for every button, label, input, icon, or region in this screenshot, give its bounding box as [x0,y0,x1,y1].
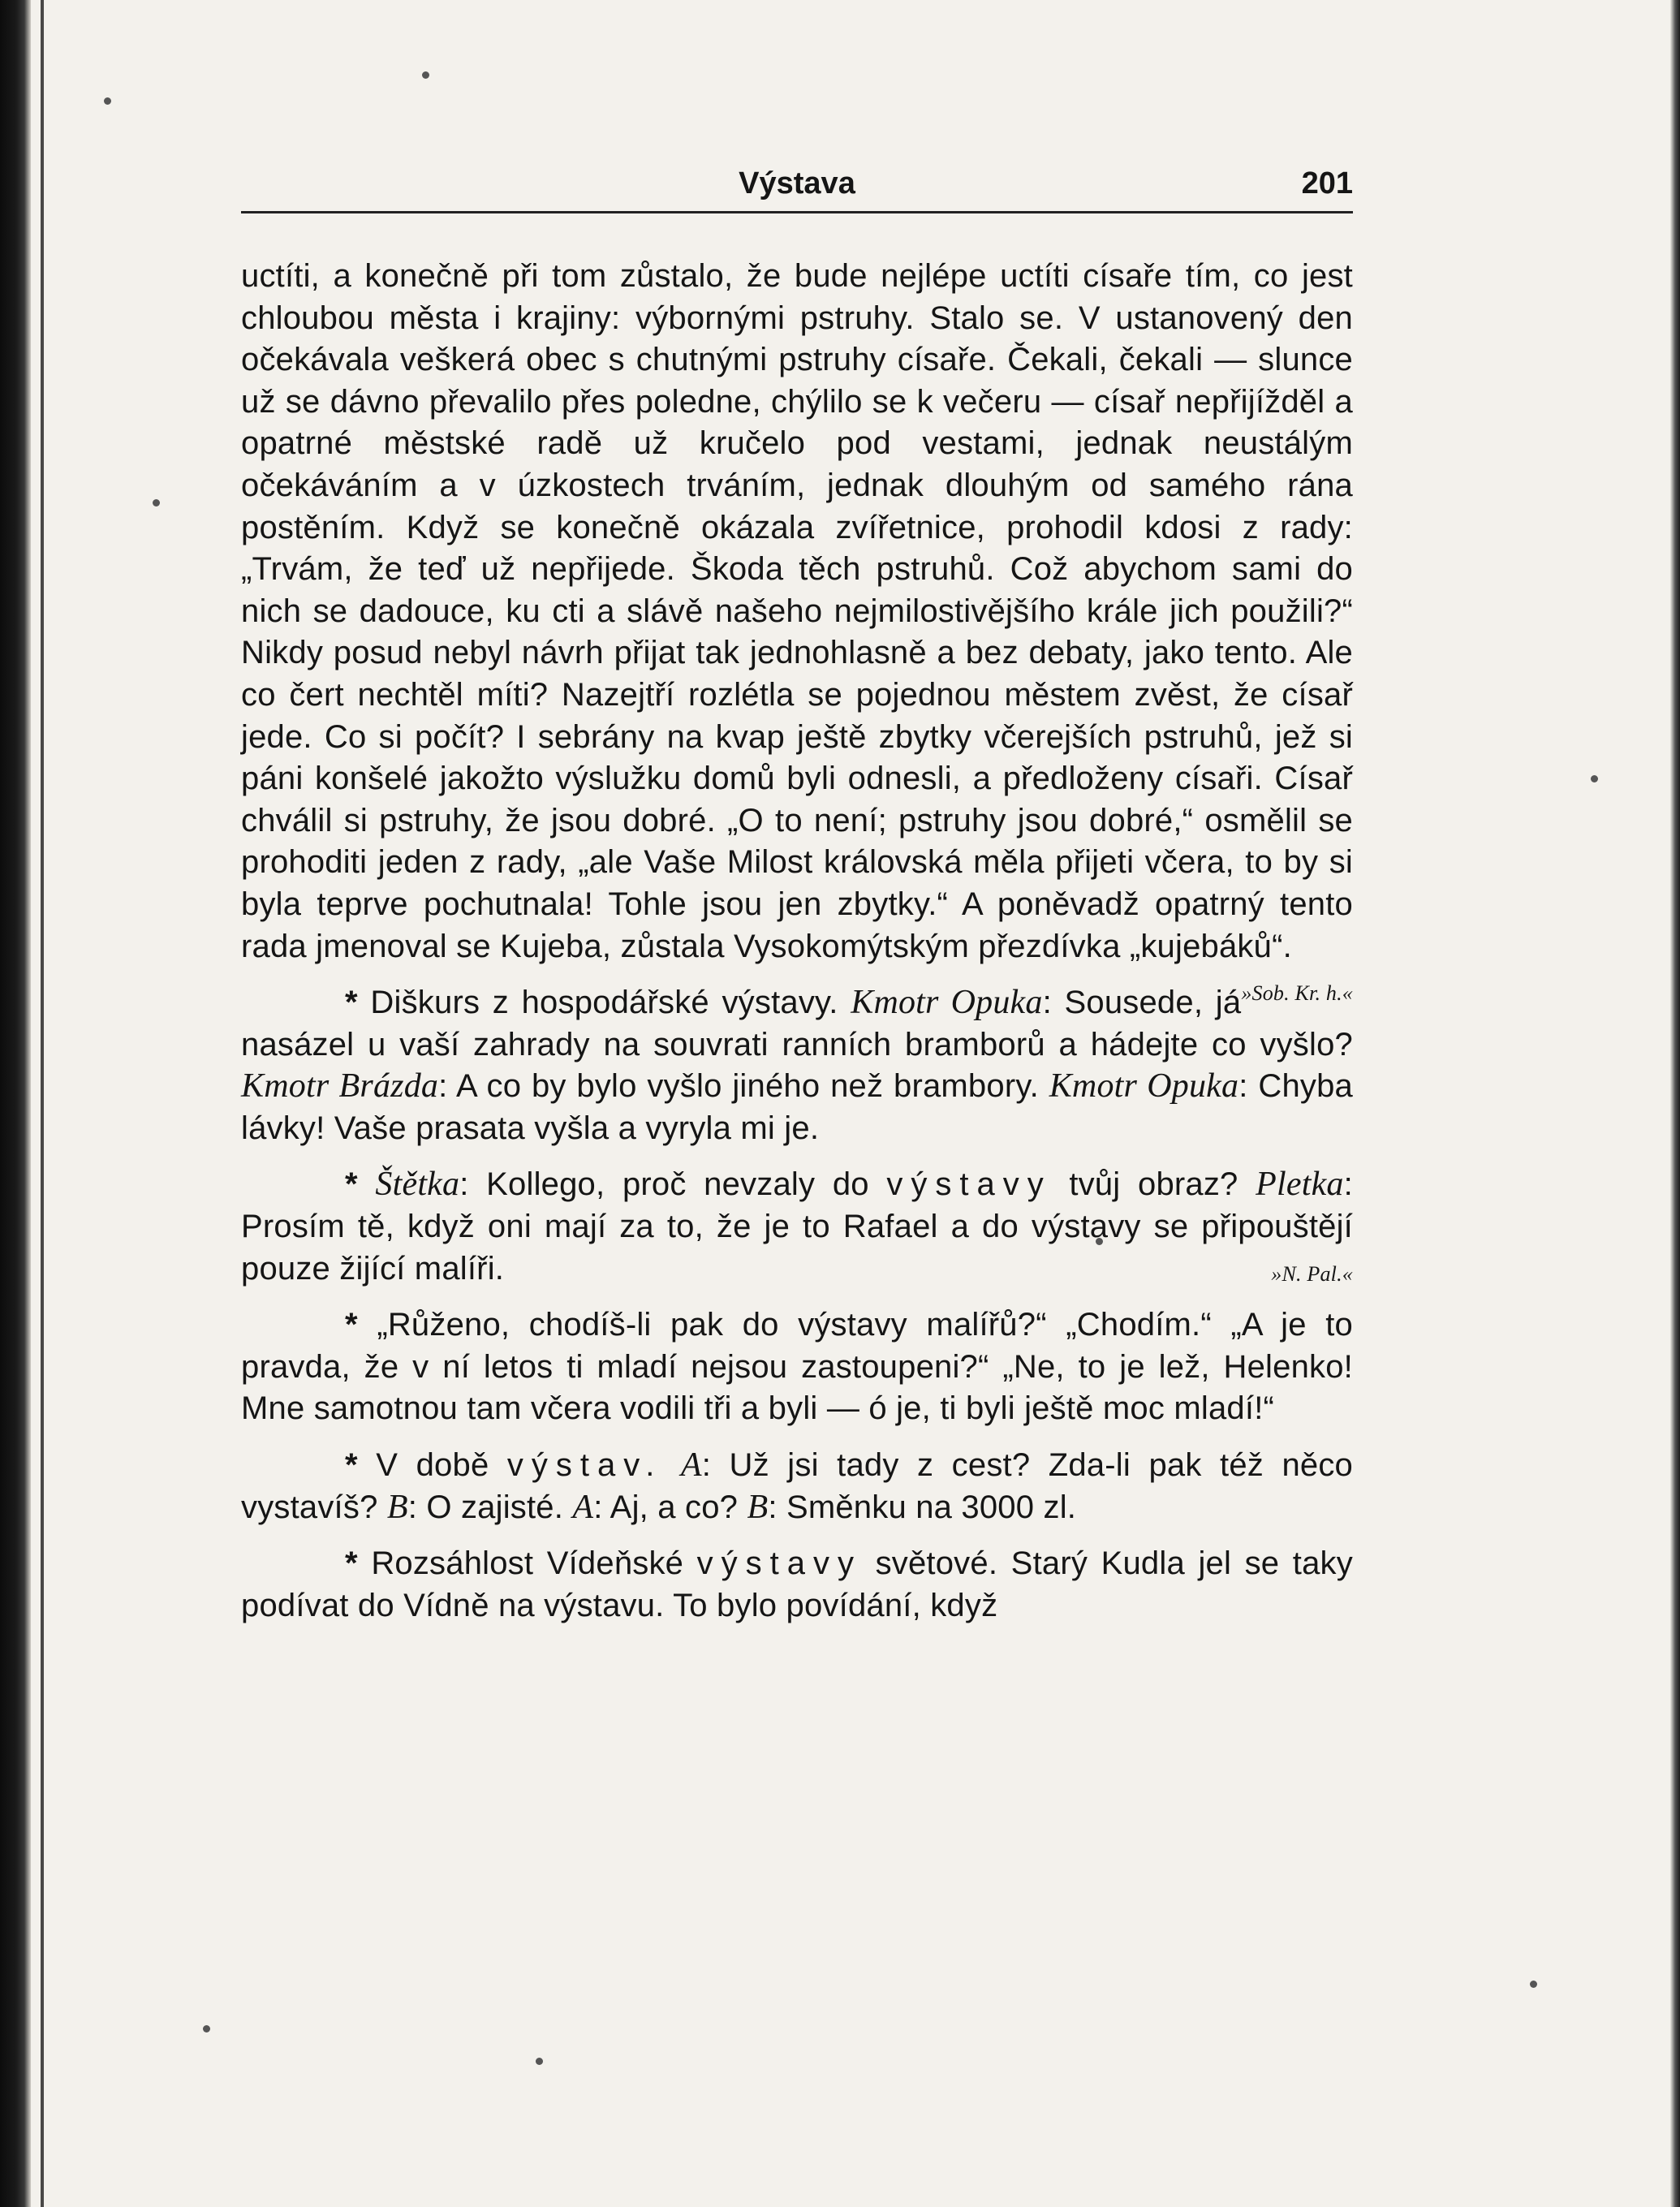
paragraph-3-text: tvůj obraz? [1069,1166,1238,1203]
paragraph-6 [241,1543,1353,1627]
speck [104,97,111,105]
speaker-name: A [572,1488,594,1526]
paragraph-2-text: : Chyba lávky! Vaše prasata vyšla a vyryla mi je. [241,1068,1353,1146]
paragraph-6-text: světové. Starý Kudla jel se taky podívat do Vídně na výstavu. To bylo povídání, když [241,1545,1353,1623]
paragraph-5 [241,1445,1353,1528]
paragraph-6-text: Rozsáhlost Vídeňské [371,1545,684,1582]
book-page [241,162,1353,2127]
paragraph-2-text: : A co by bylo vyšlo jiného než brambory. [438,1068,1039,1105]
speaker-name: Pletka [1256,1166,1344,1204]
paragraph-5-text: : Už jsi tady z cest? Zda-li pak též něco vystavíš? [241,1447,1353,1525]
page-number: 201 [1301,166,1353,200]
asterisk-icon: * [345,1307,358,1343]
paragraph-3-text: : Prosím tě, když oni mají za to, že je to Rafael a do výstavy se připouštějí pouze žijící malíři. [241,1166,1353,1287]
paragraph-4-text: „Růženo, chodíš-li pak do výstavy malířů?“ „Chodím.“ „A je to pravda, že v ní letos ti mladí nejsou zastoupeni?“ „Ne, to je lež, Helenko! Mne samotnou tam včera vodili tři a byli — ó je, ti byli ještě moc mladí!“ [241,1307,1353,1427]
paragraph-5-text: : Aj, a co? [593,1489,739,1525]
speaker-name: Kmotr Opuka [851,984,1043,1022]
paragraph-3 [241,1164,1353,1290]
page-left-line [41,0,44,2207]
paragraph-2 [241,982,1353,1149]
spaced-word: výstav. [506,1447,663,1484]
page-left-binding-edge [0,0,31,2207]
paragraph-4 [241,1304,1353,1430]
speaker-name: Kmotr Opuka [1049,1067,1239,1106]
paragraph-5-text: : O zajisté. [407,1489,564,1525]
asterisk-icon: * [345,1166,358,1203]
speaker-name: B [386,1488,408,1526]
paragraph-2-text: Diškurs z hospodářské výstavy. [370,985,838,1021]
source-citation: »N. Pal.« [1271,1261,1353,1286]
page-right-edge [1670,0,1680,2207]
speaker-name: Štětka [375,1166,460,1204]
speck [203,2025,210,2032]
paragraph-3-text: : Kollego, proč nevzaly do [459,1166,869,1203]
page-body [241,256,1353,1627]
paragraph-5-text: V době [376,1447,489,1484]
source-citation: »Sob. Kr. h.« [1241,981,1353,1006]
spaced-word: výstavy [886,1166,1052,1203]
speaker-name: B [747,1488,769,1526]
paragraph-5-text: : Směnku na 3000 zl. [768,1489,1077,1525]
spaced-word: výstavy [696,1545,863,1582]
header-title: Výstava [739,166,855,200]
speck [1530,1981,1537,1988]
asterisk-icon: * [345,985,358,1021]
speaker-name: A [680,1446,702,1485]
speck [422,71,429,79]
running-header [241,162,1353,209]
asterisk-icon: * [345,1447,358,1484]
speck [1591,775,1598,782]
header-rule [241,211,1353,213]
speaker-name: Kmotr Brázda [241,1067,439,1106]
speck [153,499,160,506]
asterisk-icon: * [345,1545,358,1582]
paragraph-2-text: : Sousede, já nasázel u vaší zahrady na souvrati ranních bramborů a hádejte co vyšlo? [241,985,1353,1063]
paragraph-1-text: uctíti, a konečně při tom zůstalo, že bude nejlépe uctíti císaře tím, co jest chloubou města i krajiny: výbornými pstruhy. Stalo se. V ustanovený den očekávala veškerá obec s chutnými pstruhy císaře. Čekali, čekali — slunce už se dávno převalilo přes poledne, chýlilo se k večeru — císař nepřijížděl a opatrné městské radě už kručelo pod vestami, jednak neustálým očekáváním a v úzkostech trváním, jednak dlouhým od samého rána postěním. Když se konečně okázala zvířetnice, prohodil kdosi z rady: „Trvám, že teď už nepřijede. Škoda těch pstruhů. Což abychom sami do nich se dadouce, ku cti a slávě našeho nejmilostivějšího krále jich použili?“ Nikdy posud nebyl návrh přijat tak jednohlasně a bez debaty, jako tento. Ale co čert nechtěl míti? Nazejtří rozlétla se pojednou městem zvěst, že císař jede. Co si počít? I sebrány na kvap ještě zbytky včerejších pstruhů, jež si páni konšelé jakožto výslužku domů byli odnesli, a předloženy císaři. Císař chválil si pstruhy, že jsou dobré. „O to není; pstruhy jsou dobré,“ osmělil se prohoditi jeden z rady, „ale Vaše Milost královská měla přijeti včera, to by si byla teprve pochutnala! Tohle jsou jen zbytky.“ A poněvadž opatrný tento rada jmenoval se Kujeba, zůstala Vysokomýtským přezdívka „kujebáků“. [241,258,1353,964]
